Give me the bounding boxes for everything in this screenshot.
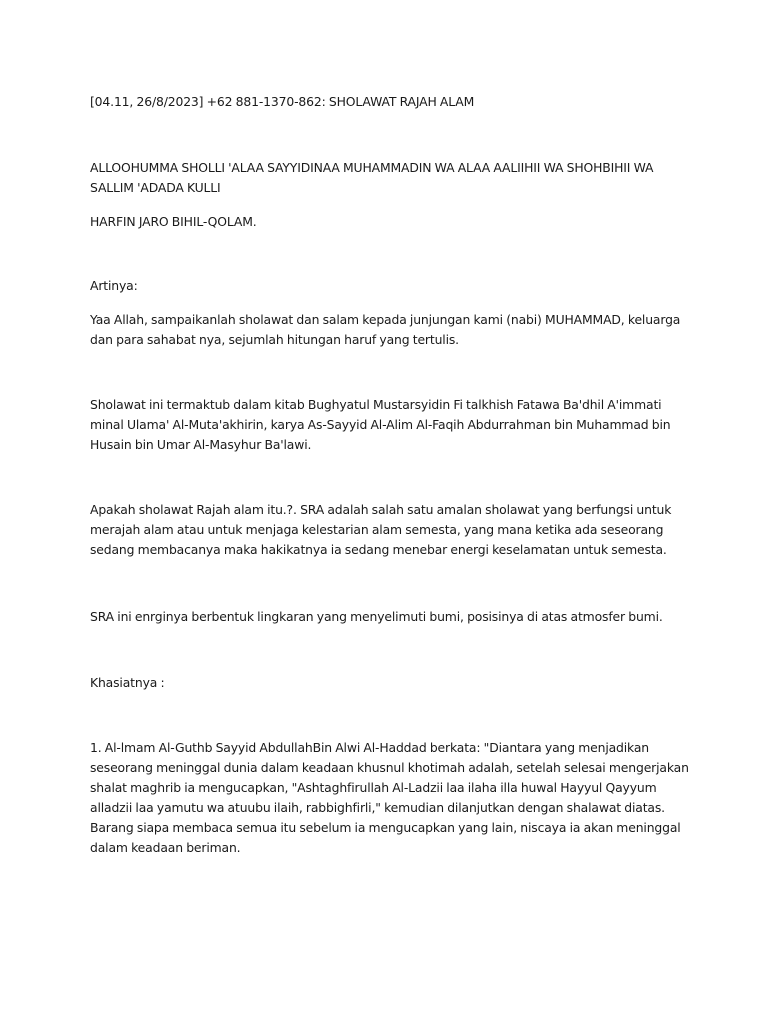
sholawat-arabic-text-1: ALLOOHUMMA SHOLLI 'ALAA SAYYIDINAA MUHAMMADIN WA ALAA AALIIHII WA SHOHBIHII WA SALLIM 'ADADA KULLI (90, 160, 654, 195)
sholawat-arabic-text-2: HARFIN JARO BIHIL-QOLAM. (90, 214, 257, 229)
energy-paragraph: SRA ini enrginya berbentuk lingkaran yang menyelimuti bumi, posisinya di atas atmosfer bumi. (90, 609, 663, 624)
definition-paragraph: Apakah sholawat Rajah alam itu.?. SRA adalah salah satu amalan sholawat yang berfungsi untuk merajah alam atau untuk menjaga kelestarian alam semesta, yang mana ketika ada seseorang sedang membacanya maka hakikatnya ia sedang menebar energi keselamatan untuk semesta. (90, 502, 672, 557)
source-paragraph: Sholawat ini termaktub dalam kitab Bughyatul Mustarsyidin Fi talkhish Fatawa Ba'dhil A'immati minal Ulama' Al-Muta'akhirin, karya As-Sayyid Al-Alim Al-Faqih Abdurrahman bin Muhammad bin Husain bin Umar Al-Masyhur Ba'lawi. (90, 397, 671, 452)
benefits-heading: Khasiatnya : (90, 675, 165, 690)
meaning-paragraph: Yaa Allah, sampaikanlah sholawat dan salam kepada junjungan kami (nabi) MUHAMMAD, keluarga dan para sahabat nya, sejumlah hitungan haruf yang tertulis. (90, 312, 681, 347)
message-header: [04.11, 26/8/2023] +62 881-1370-862: SHOLAWAT RAJAH ALAM (90, 94, 475, 109)
benefit-item-1: 1. Al-lmam Al-Guthb Sayyid AbdullahBin Alwi Al-Haddad berkata: "Diantara yang menjadikan seseorang meninggal dunia dalam keadaan khusnul khotimah adalah, setelah selesai mengerjakan shalat maghrib ia mengucapkan, "Ashtaghfirullah Al-Ladzii laa ilaha illa huwal Hayyul Qayyum alladzii laa yamutu wa atuubu ilaih, rabbighfirli," kemudian dilanjutkan dengan shalawat diatas. Barang siapa membaca semua itu sebelum ia mengucapkan yang lain, niscaya ia akan meninggal dalam keadaan beriman. (90, 740, 689, 855)
meaning-heading: Artinya: (90, 278, 138, 293)
